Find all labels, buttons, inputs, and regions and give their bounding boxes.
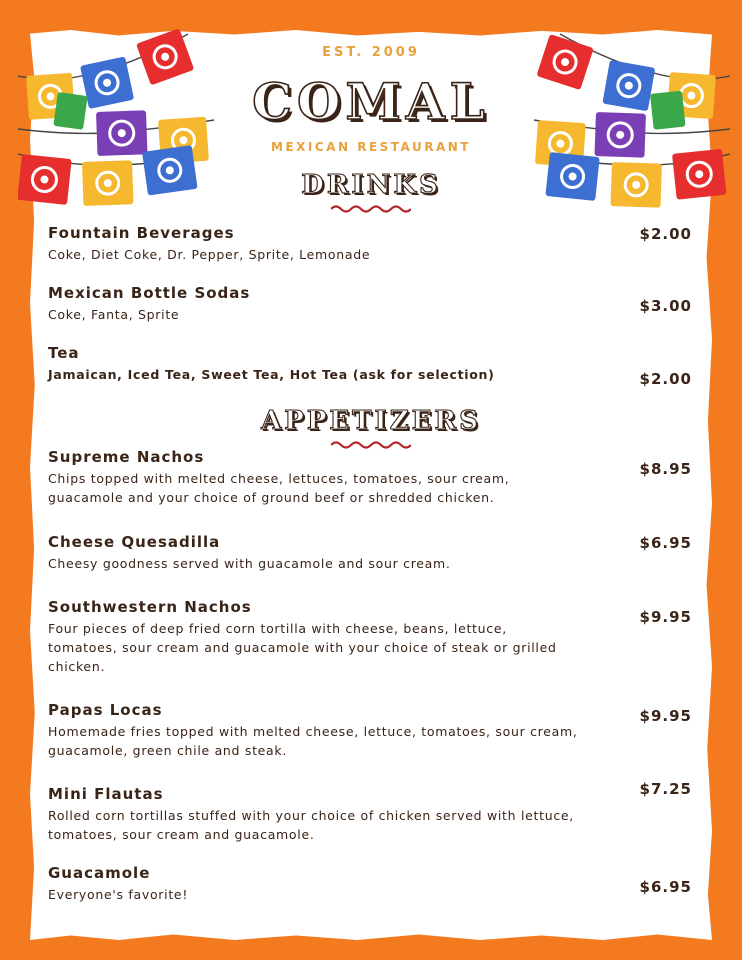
- description-line: tomatoes, sour cream and guacamole with your choice of steak or grilled: [48, 640, 557, 655]
- item-price: $9.95: [639, 608, 692, 626]
- item-price: $6.95: [639, 534, 692, 552]
- menu-item-papas-locas: [48, 701, 648, 760]
- item-name: Tea: [48, 344, 80, 362]
- item-description: [48, 806, 648, 844]
- item-price: $7.25: [639, 780, 692, 798]
- menu-item-mini-flautas: [48, 785, 648, 844]
- item-description: [48, 885, 648, 904]
- description-line: Homemade fries topped with melted cheese, lettuce, tomatoes, sour cream,: [48, 724, 578, 739]
- item-name: Supreme Nachos: [48, 448, 205, 466]
- item-price: $3.00: [639, 297, 692, 315]
- item-description: [48, 619, 648, 676]
- section-title-appetizers: APPETIZERS: [261, 406, 481, 436]
- description-line: tomatoes, sour cream and guacamole.: [48, 827, 315, 842]
- item-description: [48, 469, 648, 507]
- item-price: $9.95: [639, 707, 692, 725]
- item-description: Jamaican, Iced Tea, Sweet Tea, Hot Tea (ask for selection): [48, 367, 495, 382]
- description-line: guacamole and your choice of ground beef or shredded chicken.: [48, 490, 495, 505]
- item-description: Coke, Fanta, Sprite: [48, 307, 180, 322]
- menu-item-mexican-bottle-sodas: [48, 284, 648, 324]
- menu-item-tea: [48, 344, 648, 384]
- description-line: Rolled corn tortillas stuffed with your choice of chicken served with lettuce,: [48, 808, 574, 823]
- item-description: [48, 554, 648, 573]
- item-price: $8.95: [639, 460, 692, 478]
- item-description: Coke, Diet Coke, Dr. Pepper, Sprite, Lemonade: [48, 247, 371, 262]
- description-line: Everyone's favorite!: [48, 887, 189, 902]
- menu-item-fountain-beverages: [48, 224, 648, 264]
- menu-item-supreme-nachos: [48, 448, 648, 507]
- item-name: Mini Flautas: [48, 785, 164, 803]
- description-line: Chips topped with melted cheese, lettuces, tomatoes, sour cream,: [48, 471, 510, 486]
- menu-item-southwestern-nachos: [48, 598, 648, 676]
- item-description: [48, 722, 648, 760]
- menu-item-cheese-quesadilla: [48, 533, 648, 573]
- established-text: EST. 2009: [322, 45, 420, 60]
- section-title-drinks: DRINKS: [301, 170, 441, 200]
- item-name: Mexican Bottle Sodas: [48, 284, 251, 302]
- item-price: $6.95: [639, 878, 692, 896]
- description-line: Four pieces of deep fried corn tortilla with cheese, beans, lettuce,: [48, 621, 507, 636]
- item-price: $2.00: [639, 370, 692, 388]
- item-name: Cheese Quesadilla: [48, 533, 221, 551]
- wavy-divider-icon: [331, 204, 411, 214]
- restaurant-name: COMAL: [252, 72, 490, 131]
- item-price: $2.00: [639, 225, 692, 243]
- item-name: Guacamole: [48, 864, 151, 882]
- item-name: Fountain Beverages: [48, 224, 235, 242]
- item-name: Papas Locas: [48, 701, 163, 719]
- restaurant-type: MEXICAN RESTAURANT: [271, 140, 471, 154]
- description-line: Cheesy goodness served with guacamole and sour cream.: [48, 556, 451, 571]
- item-name: Southwestern Nachos: [48, 598, 252, 616]
- description-line: guacamole, green chile and steak.: [48, 743, 288, 758]
- menu-item-guacamole: [48, 864, 648, 904]
- description-line: chicken.: [48, 659, 106, 674]
